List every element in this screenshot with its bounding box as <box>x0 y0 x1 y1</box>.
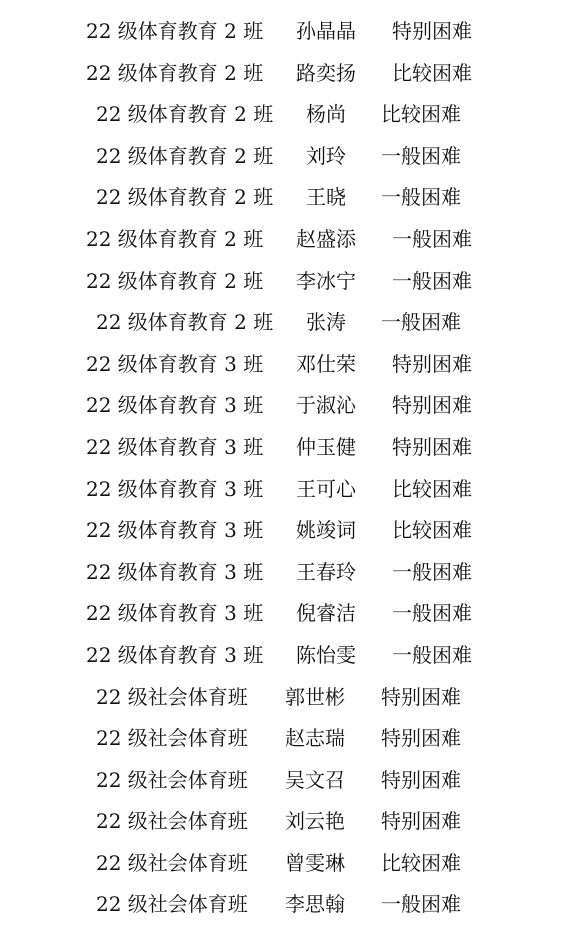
list-item <box>0 843 582 885</box>
list-item <box>0 344 582 386</box>
name-cell: 王晓 <box>306 185 346 210</box>
class-cell: 22 级体育教育 2 班 <box>96 143 274 168</box>
class-cell: 22 级体育教育 2 班 <box>96 102 274 127</box>
class-cell: 22 级社会体育班 <box>96 767 248 792</box>
list-item <box>0 469 582 511</box>
difficulty-cell: 特别困难 <box>381 767 461 792</box>
class-cell: 22 级社会体育班 <box>96 850 248 875</box>
difficulty-cell: 特别困难 <box>392 434 472 459</box>
name-cell: 郭世彬 <box>285 684 345 709</box>
class-cell: 22 级社会体育班 <box>96 809 248 834</box>
list-item <box>0 593 582 635</box>
difficulty-cell: 一般困难 <box>392 642 472 667</box>
class-cell: 22 级体育教育 3 班 <box>86 642 264 667</box>
difficulty-cell: 比较困难 <box>392 476 472 501</box>
list-item <box>0 53 582 95</box>
class-cell: 22 级体育教育 3 班 <box>86 601 264 626</box>
class-cell: 22 级体育教育 3 班 <box>86 518 264 543</box>
list-item <box>0 427 582 469</box>
difficulty-cell: 比较困难 <box>392 518 472 543</box>
class-cell: 22 级体育教育 2 班 <box>86 226 264 251</box>
difficulty-cell: 特别困难 <box>381 809 461 834</box>
list-item <box>0 884 582 926</box>
list-item <box>0 760 582 802</box>
name-cell: 吴文召 <box>285 767 345 792</box>
class-cell: 22 级体育教育 2 班 <box>96 310 274 335</box>
name-cell: 刘云艳 <box>285 809 345 834</box>
difficulty-cell: 一般困难 <box>392 601 472 626</box>
list-item <box>0 219 582 261</box>
class-cell: 22 级体育教育 2 班 <box>86 19 264 43</box>
class-cell: 22 级体育教育 2 班 <box>86 60 264 85</box>
name-cell: 倪睿洁 <box>296 601 356 626</box>
name-cell: 孙晶晶 <box>296 19 356 43</box>
difficulty-cell: 比较困难 <box>392 60 472 85</box>
class-cell: 22 级体育教育 2 班 <box>86 268 264 293</box>
list-item <box>0 261 582 303</box>
difficulty-cell: 特别困难 <box>392 393 472 418</box>
list-item <box>0 11 582 53</box>
name-cell: 姚竣词 <box>296 518 356 543</box>
list-item <box>0 552 582 594</box>
difficulty-cell: 一般困难 <box>381 310 461 335</box>
name-cell: 陈怡雯 <box>296 642 356 667</box>
name-cell: 李冰宁 <box>296 268 356 293</box>
difficulty-cell: 一般困难 <box>381 185 461 210</box>
difficulty-cell: 特别困难 <box>392 19 472 43</box>
class-cell: 22 级体育教育 3 班 <box>86 559 264 584</box>
class-cell: 22 级体育教育 2 班 <box>96 185 274 210</box>
list-item <box>0 302 582 344</box>
list-item <box>0 177 582 219</box>
difficulty-cell: 特别困难 <box>381 684 461 709</box>
class-cell: 22 级社会体育班 <box>96 684 248 709</box>
list-item <box>0 94 582 136</box>
name-cell: 王可心 <box>296 476 356 501</box>
list-item <box>0 677 582 719</box>
difficulty-cell: 一般困难 <box>392 559 472 584</box>
name-cell: 路奕扬 <box>296 60 356 85</box>
class-cell: 22 级体育教育 3 班 <box>86 476 264 501</box>
name-cell: 王春玲 <box>296 559 356 584</box>
list-item <box>0 510 582 552</box>
name-cell: 李思翰 <box>285 892 345 917</box>
list-item <box>0 801 582 843</box>
name-cell: 张涛 <box>306 310 346 335</box>
class-cell: 22 级社会体育班 <box>96 726 248 751</box>
name-cell: 于淑沁 <box>296 393 356 418</box>
name-cell: 赵志瑞 <box>285 726 345 751</box>
class-cell: 22 级体育教育 3 班 <box>86 393 264 418</box>
name-cell: 刘玲 <box>306 143 346 168</box>
name-cell: 曾雯琳 <box>285 850 345 875</box>
list-item <box>0 718 582 760</box>
difficulty-cell: 比较困难 <box>381 102 461 127</box>
class-cell: 22 级社会体育班 <box>96 892 248 917</box>
list-item <box>0 136 582 178</box>
list-item <box>0 385 582 427</box>
class-cell: 22 级体育教育 3 班 <box>86 351 264 376</box>
name-cell: 邓仕荣 <box>296 351 356 376</box>
class-cell: 22 级体育教育 3 班 <box>86 434 264 459</box>
name-cell: 赵盛添 <box>296 226 356 251</box>
difficulty-cell: 一般困难 <box>381 143 461 168</box>
student-list <box>0 11 582 926</box>
name-cell: 杨尚 <box>306 102 346 127</box>
difficulty-cell: 一般困难 <box>381 892 461 917</box>
difficulty-cell: 比较困难 <box>381 850 461 875</box>
difficulty-cell: 特别困难 <box>381 726 461 751</box>
difficulty-cell: 一般困难 <box>392 268 472 293</box>
difficulty-cell: 特别困难 <box>392 351 472 376</box>
difficulty-cell: 一般困难 <box>392 226 472 251</box>
name-cell: 仲玉健 <box>296 434 356 459</box>
list-item <box>0 635 582 677</box>
